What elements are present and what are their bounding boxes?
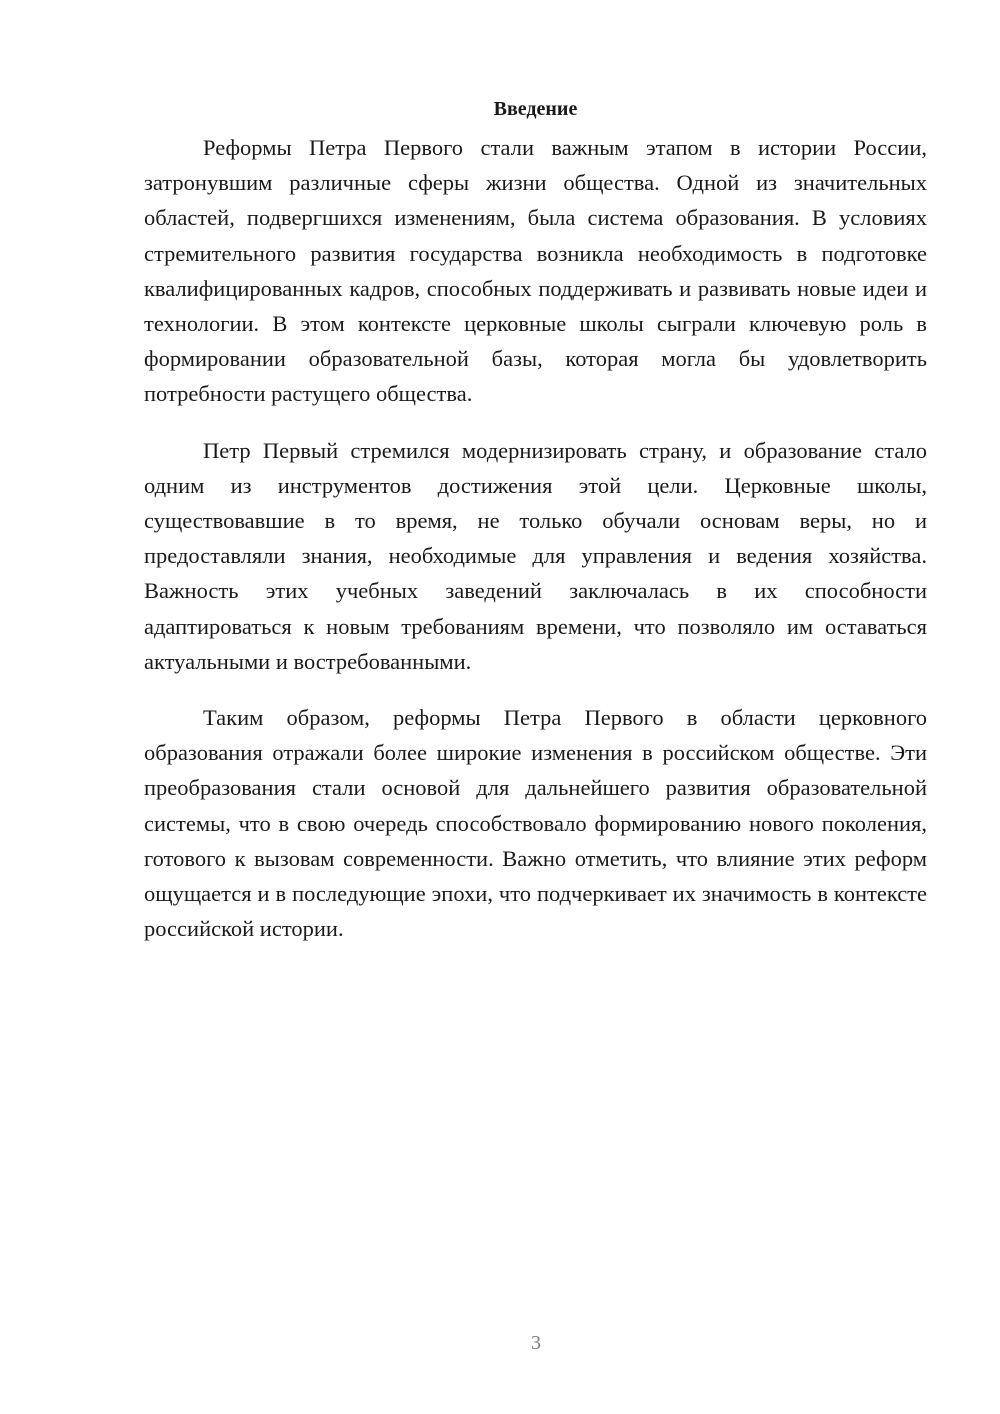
paragraph-2: Петр Первый стремился модернизировать страну, и образование стало одним из инструментов достижения этой цели. Церковные школы, существовавшие в то время, не только обучали основам веры, но и предоставляли знания, необходимые для управления и ведения хозяйства. Важность этих учебных заведений заключалась в их способности адаптироваться к новым требованиям времени, что позволяло им оставаться актуальными и востребованными. [144, 437, 927, 674]
page-body [144, 92, 927, 967]
paragraph-3: Таким образом, реформы Петра Первого в области церковного образования отражали более широкие изменения в российском обществе. Эти преобразования стали основой для дальнейшего развития образовательной системы, что в свою очередь способствовало формированию нового поколения, готового к вызовам современности. Важно отметить, что влияние этих реформ ощущается и в последующие эпохи, что подчеркивает их значимость в контексте российской истории. [144, 705, 927, 942]
page-number: 3 [531, 1332, 541, 1354]
section-heading: Введение [493, 98, 578, 120]
paragraph-1: Реформы Петра Первого стали важным этапом в истории России, затронувшим различные сферы жизни общества. Одной из значительных областей, подвергшихся изменениям, была система образования. В условиях стремительного развития государства возникла необходимость в подготовке квалифицированных кадров, способных поддерживать и развивать новые идеи и технологии. В этом контексте церковные школы сыграли ключевую роль в формировании образовательной базы, которая могла бы удовлетворить потребности растущего общества. [144, 135, 927, 407]
